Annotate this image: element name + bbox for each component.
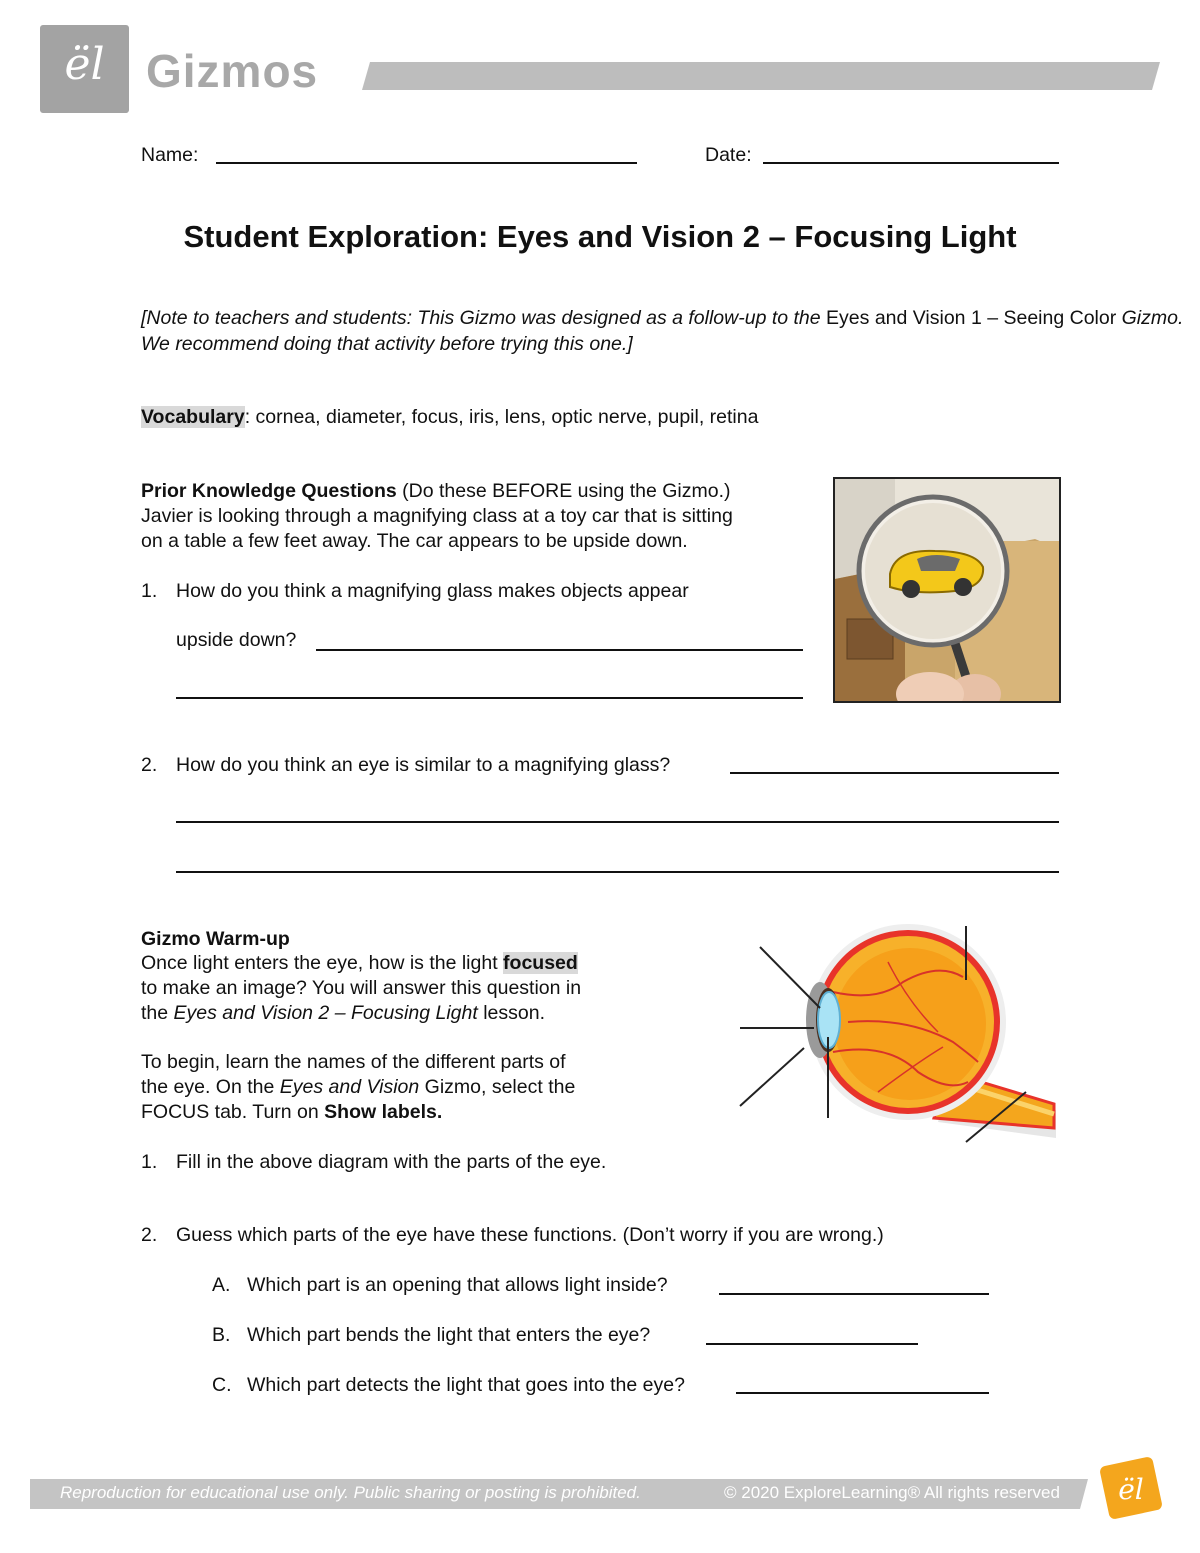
warmup-q2a-label: A.	[212, 1274, 231, 1296]
warmup-q2c-text: Which part detects the light that goes into the eye?	[247, 1374, 685, 1396]
warmup-q2b-answer-line[interactable]	[706, 1343, 918, 1345]
warmup-q1-text: Fill in the above diagram with the parts of the eye.	[176, 1151, 607, 1173]
prior-intro-2: on a table a few feet away. The car appears to be upside down.	[141, 530, 688, 552]
teacher-note: [Note to teachers and students: This Gizmo was designed as a follow-up to the Eyes and Vision 1 – Seeing Color Gizmo. We recommend doing that activity before trying this one.]	[141, 307, 1184, 355]
warmup-q2c-label: C.	[212, 1374, 232, 1396]
explorelearning-logo: ël	[40, 25, 129, 113]
prior-q1-number: 1.	[141, 580, 158, 602]
explorelearning-badge-icon	[1098, 1455, 1164, 1521]
prior-q2-text: How do you think an eye is similar to a magnifying glass?	[176, 754, 671, 776]
vocabulary	[141, 405, 758, 430]
prior-q2-answer-line-2[interactable]	[176, 821, 1059, 823]
prior-q1-answer-line-1[interactable]	[316, 649, 803, 651]
footer-disclaimer: Reproduction for educational use only. Public sharing or posting is prohibited.	[60, 1483, 641, 1502]
prior-heading: Prior Knowledge Questions (Do these BEFORE using the Gizmo.)	[141, 480, 731, 502]
note-wrap	[141, 305, 1001, 357]
date-field[interactable]	[763, 162, 1059, 164]
name-field[interactable]	[216, 162, 637, 164]
magnifying-glass-photo	[833, 477, 1061, 703]
prior-q2-answer-line-1[interactable]	[730, 772, 1059, 774]
page-title: Student Exploration: Eyes and Vision 2 – Focusing Light	[183, 219, 1017, 254]
warmup-q1-number: 1.	[141, 1151, 158, 1173]
svg-text:ël: ël	[1118, 1473, 1144, 1506]
prior-q1-line1: How do you think a magnifying glass makes objects appear	[176, 580, 689, 602]
warmup-q2-text: Guess which parts of the eye have these functions. (Don’t worry if you are wrong.)	[176, 1224, 884, 1246]
warmup-heading: Gizmo Warm-up	[141, 928, 290, 950]
prior-q1-answer-line-2[interactable]	[176, 697, 803, 699]
warmup-line-1: Once light enters the eye, how is the light focused	[141, 952, 578, 974]
warmup-q2b-label: B.	[212, 1324, 231, 1346]
warmup-q2-number: 2.	[141, 1224, 158, 1246]
header-bar	[362, 62, 1160, 90]
warmup-line-6: FOCUS tab. Turn on Show labels.	[141, 1101, 443, 1123]
warmup-q2a-answer-line[interactable]	[719, 1293, 989, 1295]
name-label: Name:	[141, 144, 199, 166]
brand-name: Gizmos	[146, 45, 319, 97]
eye-diagram	[738, 922, 1060, 1147]
warmup-line-2: to make an image? You will answer this question in	[141, 977, 582, 999]
warmup-q2a-text: Which part is an opening that allows light inside?	[247, 1274, 668, 1296]
vocabulary-terms: : cornea, diameter, focus, iris, lens, optic nerve, pupil, retina	[244, 406, 759, 428]
warmup-line-3: the Eyes and Vision 2 – Focusing Light lesson.	[141, 1002, 545, 1024]
prior-q2-answer-line-3[interactable]	[176, 871, 1059, 873]
prior-q2-number: 2.	[141, 754, 158, 776]
date-label: Date:	[705, 144, 752, 166]
warmup-q2b-text: Which part bends the light that enters the eye?	[247, 1324, 651, 1346]
prior-q1-line2: upside down?	[176, 629, 297, 651]
warmup-line-5: the eye. On the Eyes and Vision Gizmo, select the	[141, 1076, 576, 1098]
prior-intro-1: Javier is looking through a magnifying class at a toy car that is sitting	[141, 505, 733, 527]
vocabulary-label: Vocabulary	[141, 406, 245, 428]
warmup-q2c-answer-line[interactable]	[736, 1392, 989, 1394]
footer-copyright: © 2020 ExploreLearning® All rights reserved	[724, 1483, 1060, 1502]
warmup-line-4: To begin, learn the names of the different parts of	[141, 1051, 566, 1073]
